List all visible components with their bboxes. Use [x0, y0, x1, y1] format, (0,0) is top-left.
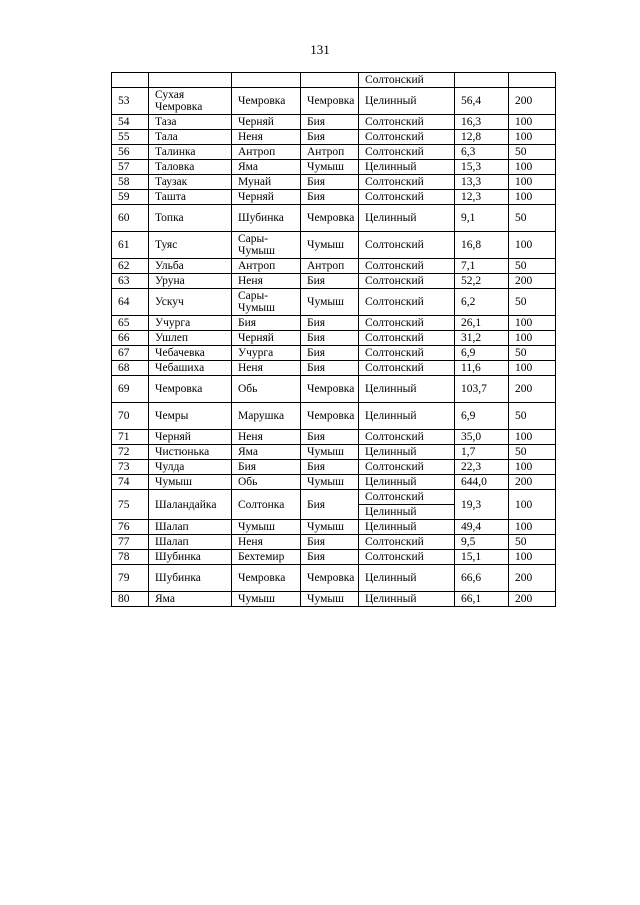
cell-zone: 50	[509, 535, 556, 550]
cell-river	[232, 73, 301, 88]
cell-basin: Бия	[301, 190, 359, 205]
cell-zone: 100	[509, 130, 556, 145]
cell-no: 72	[112, 445, 149, 460]
cell-zone: 200	[509, 475, 556, 490]
cell-river: Сары-Чумыш	[232, 289, 301, 316]
cell-zone: 100	[509, 550, 556, 565]
cell-type: Солтонский	[359, 289, 455, 316]
table-row	[112, 175, 556, 190]
cell-zone	[509, 73, 556, 88]
cell-length	[455, 73, 509, 88]
cell-no: 75	[112, 490, 149, 520]
cell-length: 35,0	[455, 430, 509, 445]
cell-no: 70	[112, 403, 149, 430]
cell-river: Черняй	[232, 115, 301, 130]
cell-river: Чумыш	[232, 592, 301, 607]
cell-length: 6,9	[455, 346, 509, 361]
cell-name: Тала	[149, 130, 232, 145]
cell-zone: 200	[509, 274, 556, 289]
cell-type: Целинный	[359, 475, 455, 490]
cell-name: Шубинка	[149, 565, 232, 592]
cell-river: Антроп	[232, 259, 301, 274]
cell-no: 63	[112, 274, 149, 289]
cell-length: 52,2	[455, 274, 509, 289]
cell-no: 73	[112, 460, 149, 475]
cell-no: 69	[112, 376, 149, 403]
cell-type: Целинный	[359, 592, 455, 607]
data-table	[111, 72, 556, 607]
cell-basin: Бия	[301, 316, 359, 331]
table-row	[112, 160, 556, 175]
cell-river: Черняй	[232, 331, 301, 346]
cell-type: Целинный	[359, 565, 455, 592]
cell-name: Шалап	[149, 520, 232, 535]
cell-name: Учурга	[149, 316, 232, 331]
cell-name: Чистюнька	[149, 445, 232, 460]
cell-no	[112, 73, 149, 88]
cell-basin: Бия	[301, 460, 359, 475]
cell-zone: 100	[509, 190, 556, 205]
cell-river: Неня	[232, 430, 301, 445]
cell-length: 1,7	[455, 445, 509, 460]
cell-length: 19,3	[455, 490, 509, 520]
cell-river: Бехтемир	[232, 550, 301, 565]
cell-zone: 50	[509, 346, 556, 361]
cell-length: 66,1	[455, 592, 509, 607]
cell-no: 62	[112, 259, 149, 274]
table-row	[112, 550, 556, 565]
cell-name: Ушлеп	[149, 331, 232, 346]
cell-length: 26,1	[455, 316, 509, 331]
table-row	[112, 346, 556, 361]
cell-no: 57	[112, 160, 149, 175]
cell-basin: Бия	[301, 346, 359, 361]
cell-type: Солтонский	[359, 259, 455, 274]
cell-name: Ташта	[149, 190, 232, 205]
cell-name: Ульба	[149, 259, 232, 274]
cell-no: 76	[112, 520, 149, 535]
cell-name: Топка	[149, 205, 232, 232]
cell-basin: Бия	[301, 274, 359, 289]
cell-zone: 100	[509, 361, 556, 376]
cell-zone: 100	[509, 460, 556, 475]
cell-river: Яма	[232, 160, 301, 175]
cell-basin: Бия	[301, 175, 359, 190]
cell-length: 9,5	[455, 535, 509, 550]
cell-no: 55	[112, 130, 149, 145]
cell-name: Таза	[149, 115, 232, 130]
table-row	[112, 592, 556, 607]
cell-length: 66,6	[455, 565, 509, 592]
cell-no: 64	[112, 289, 149, 316]
cell-type: Солтонский	[359, 115, 455, 130]
cell-length: 15,3	[455, 160, 509, 175]
table-row	[112, 289, 556, 316]
cell-zone: 50	[509, 259, 556, 274]
cell-river: Чумыш	[232, 520, 301, 535]
cell-zone: 100	[509, 490, 556, 520]
cell-basin: Чумыш	[301, 475, 359, 490]
cell-name: Чебашиха	[149, 361, 232, 376]
cell-basin: Чемровка	[301, 376, 359, 403]
cell-river: Неня	[232, 361, 301, 376]
cell-basin: Бия	[301, 430, 359, 445]
cell-no: 56	[112, 145, 149, 160]
cell-basin: Чумыш	[301, 445, 359, 460]
cell-no: 68	[112, 361, 149, 376]
cell-type: Целинный	[359, 520, 455, 535]
cell-river: Чемровка	[232, 565, 301, 592]
cell-basin: Бия	[301, 361, 359, 376]
table-row	[112, 190, 556, 205]
cell-name: Шалап	[149, 535, 232, 550]
cell-no: 71	[112, 430, 149, 445]
cell-type: Солтонский	[359, 361, 455, 376]
cell-name: Ускуч	[149, 289, 232, 316]
cell-basin: Антроп	[301, 145, 359, 160]
table-row	[112, 361, 556, 376]
table-row	[112, 445, 556, 460]
cell-basin: Бия	[301, 490, 359, 520]
cell-type: Солтонский	[359, 232, 455, 259]
table-row	[112, 115, 556, 130]
cell-length: 22,3	[455, 460, 509, 475]
cell-no: 66	[112, 331, 149, 346]
cell-name: Чулда	[149, 460, 232, 475]
cell-no: 67	[112, 346, 149, 361]
cell-type: Солтонский	[359, 316, 455, 331]
cell-zone: 200	[509, 376, 556, 403]
table-row	[112, 475, 556, 490]
cell-basin: Чемровка	[301, 88, 359, 115]
cell-zone: 200	[509, 88, 556, 115]
cell-basin: Чумыш	[301, 592, 359, 607]
cell-length: 16,8	[455, 232, 509, 259]
cell-basin: Чумыш	[301, 232, 359, 259]
cell-zone: 100	[509, 160, 556, 175]
cell-no: 59	[112, 190, 149, 205]
cell-no: 79	[112, 565, 149, 592]
cell-length: 15,1	[455, 550, 509, 565]
table-row	[112, 316, 556, 331]
cell-zone: 200	[509, 592, 556, 607]
cell-no: 65	[112, 316, 149, 331]
cell-type: Целинный	[359, 505, 455, 520]
cell-basin: Чемровка	[301, 403, 359, 430]
cell-zone: 50	[509, 403, 556, 430]
table-row	[112, 232, 556, 259]
cell-type: Целинный	[359, 445, 455, 460]
cell-name: Талинка	[149, 145, 232, 160]
cell-name: Шубинка	[149, 550, 232, 565]
cell-length: 13,3	[455, 175, 509, 190]
table-row	[112, 376, 556, 403]
page-number: 131	[310, 42, 330, 57]
cell-name: Туяс	[149, 232, 232, 259]
cell-river: Антроп	[232, 145, 301, 160]
cell-basin: Антроп	[301, 259, 359, 274]
cell-length: 103,7	[455, 376, 509, 403]
cell-river: Учурга	[232, 346, 301, 361]
table-row	[112, 274, 556, 289]
cell-length: 6,2	[455, 289, 509, 316]
cell-length: 12,3	[455, 190, 509, 205]
cell-type: Целинный	[359, 376, 455, 403]
cell-river: Сары-Чумыш	[232, 232, 301, 259]
table-row-continuation	[112, 73, 556, 88]
table-row	[112, 430, 556, 445]
cell-basin	[301, 73, 359, 88]
cell-no: 61	[112, 232, 149, 259]
cell-river: Неня	[232, 274, 301, 289]
cell-name: Черняй	[149, 430, 232, 445]
cell-length: 6,9	[455, 403, 509, 430]
cell-zone: 50	[509, 289, 556, 316]
cell-no: 60	[112, 205, 149, 232]
table-row	[112, 535, 556, 550]
cell-type: Солтонский	[359, 535, 455, 550]
cell-name: Таузак	[149, 175, 232, 190]
cell-river: Неня	[232, 535, 301, 550]
cell-zone: 100	[509, 115, 556, 130]
cell-zone: 100	[509, 232, 556, 259]
cell-type: Целинный	[359, 403, 455, 430]
cell-river: Бия	[232, 316, 301, 331]
cell-no: 74	[112, 475, 149, 490]
cell-length: 11,6	[455, 361, 509, 376]
cell-type: Целинный	[359, 160, 455, 175]
cell-zone: 50	[509, 445, 556, 460]
table-row	[112, 460, 556, 475]
cell-name: Шаландайка	[149, 490, 232, 520]
cell-type: Солтонский	[359, 274, 455, 289]
cell-type: Солтонский	[359, 490, 455, 505]
cell-river: Марушка	[232, 403, 301, 430]
cell-type: Солтонский	[359, 430, 455, 445]
cell-zone: 200	[509, 565, 556, 592]
cell-basin: Бия	[301, 550, 359, 565]
cell-zone: 100	[509, 331, 556, 346]
cell-zone: 100	[509, 316, 556, 331]
cell-basin: Бия	[301, 535, 359, 550]
cell-length: 16,3	[455, 115, 509, 130]
cell-basin: Бия	[301, 331, 359, 346]
cell-type: Солтонский	[359, 460, 455, 475]
table-row	[112, 205, 556, 232]
cell-name: Яма	[149, 592, 232, 607]
cell-length: 6,3	[455, 145, 509, 160]
cell-length: 12,8	[455, 130, 509, 145]
cell-basin: Чумыш	[301, 520, 359, 535]
cell-no: 54	[112, 115, 149, 130]
table-row	[112, 403, 556, 430]
cell-length: 31,2	[455, 331, 509, 346]
cell-river: Мунай	[232, 175, 301, 190]
cell-no: 58	[112, 175, 149, 190]
cell-basin: Бия	[301, 130, 359, 145]
cell-name: Чумыш	[149, 475, 232, 490]
cell-name: Чебачевка	[149, 346, 232, 361]
cell-type: Солтонский	[359, 550, 455, 565]
cell-zone: 100	[509, 430, 556, 445]
cell-no: 78	[112, 550, 149, 565]
cell-length: 644,0	[455, 475, 509, 490]
cell-type: Солтонский	[359, 130, 455, 145]
cell-river: Шубинка	[232, 205, 301, 232]
cell-name: Сухая Чемровка	[149, 88, 232, 115]
table-row	[112, 130, 556, 145]
cell-zone: 100	[509, 175, 556, 190]
cell-length: 49,4	[455, 520, 509, 535]
cell-river: Чемровка	[232, 88, 301, 115]
cell-type: Солтонский	[359, 190, 455, 205]
cell-river: Обь	[232, 376, 301, 403]
cell-no: 80	[112, 592, 149, 607]
cell-zone: 100	[509, 520, 556, 535]
cell-name: Чемровка	[149, 376, 232, 403]
cell-type: Солтонский	[359, 331, 455, 346]
cell-basin: Бия	[301, 115, 359, 130]
cell-river: Обь	[232, 475, 301, 490]
cell-zone: 50	[509, 145, 556, 160]
cell-no: 53	[112, 88, 149, 115]
cell-name: Уруна	[149, 274, 232, 289]
cell-type: Целинный	[359, 88, 455, 115]
cell-type: Целинный	[359, 205, 455, 232]
cell-zone: 50	[509, 205, 556, 232]
cell-type: Солтонский	[359, 346, 455, 361]
cell-no: 77	[112, 535, 149, 550]
table-row	[112, 259, 556, 274]
cell-name: Таловка	[149, 160, 232, 175]
table-row	[112, 331, 556, 346]
cell-name: Чемры	[149, 403, 232, 430]
table-row	[112, 145, 556, 160]
cell-basin: Чумыш	[301, 160, 359, 175]
cell-river: Черняй	[232, 190, 301, 205]
table-row	[112, 88, 556, 115]
cell-river: Солтонка	[232, 490, 301, 520]
cell-river: Неня	[232, 130, 301, 145]
table-row	[112, 490, 556, 505]
table-row	[112, 520, 556, 535]
cell-length: 9,1	[455, 205, 509, 232]
cell-type: Солтонский	[359, 175, 455, 190]
cell-type: Солтонский	[359, 73, 455, 88]
table-row	[112, 565, 556, 592]
cell-type: Солтонский	[359, 145, 455, 160]
cell-length: 7,1	[455, 259, 509, 274]
cell-length: 56,4	[455, 88, 509, 115]
cell-name	[149, 73, 232, 88]
cell-river: Яма	[232, 445, 301, 460]
cell-basin: Чумыш	[301, 289, 359, 316]
cell-basin: Чемровка	[301, 205, 359, 232]
table-body	[112, 73, 556, 607]
cell-river: Бия	[232, 460, 301, 475]
cell-basin: Чемровка	[301, 565, 359, 592]
